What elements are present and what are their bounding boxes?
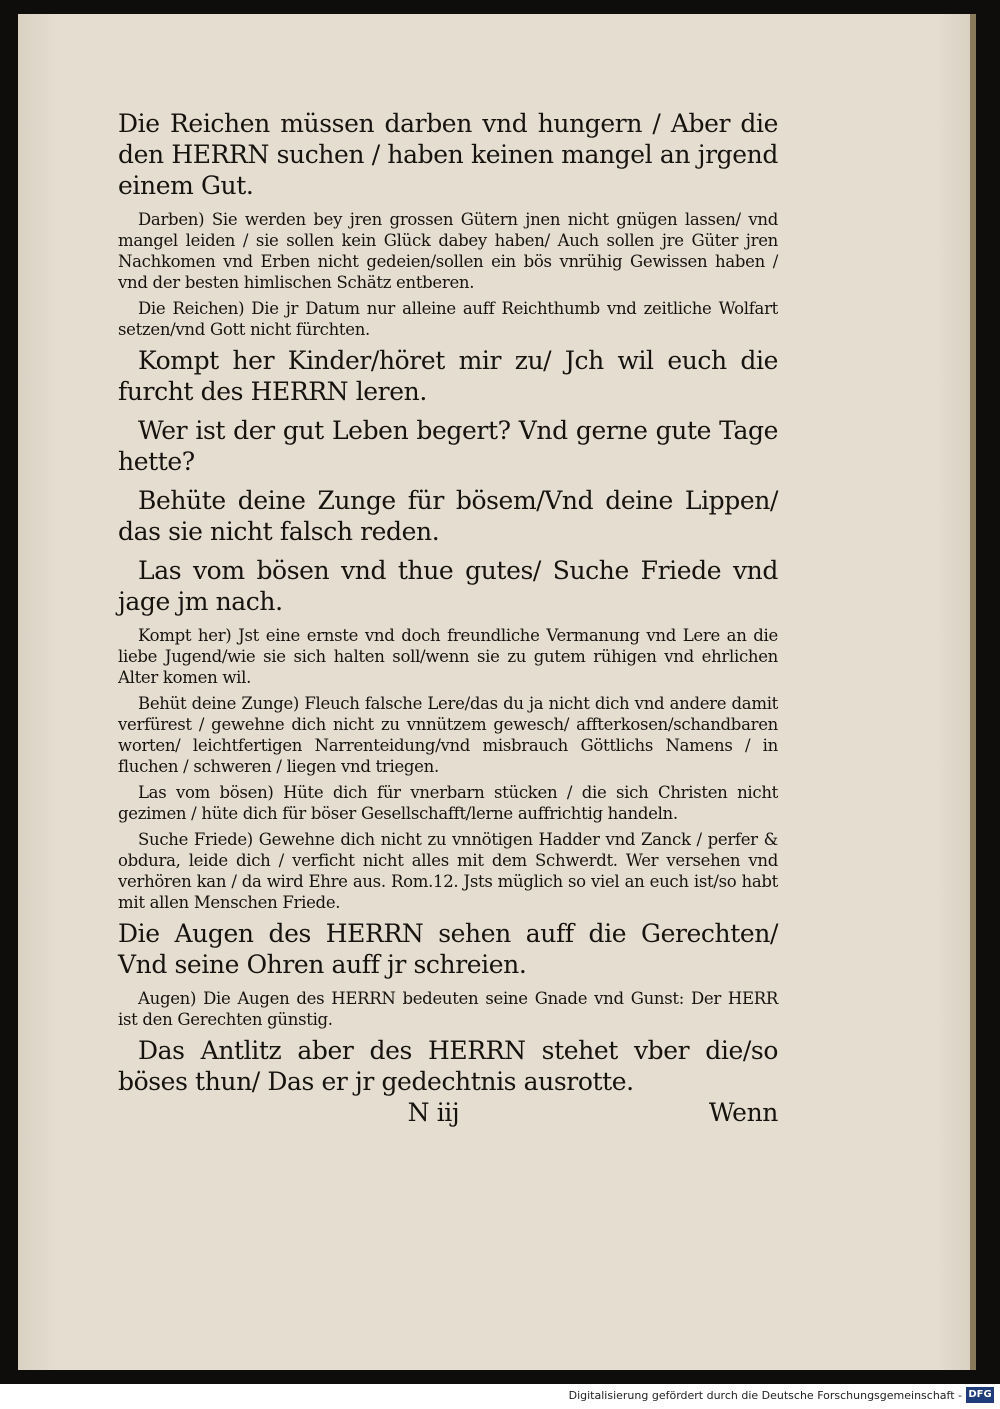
gloss-behuet-deine-zunge: Behüt deine Zunge) Fleuch falsche Lere/das du ja nicht dich vnd andere damit verfürest / gewehne dich nicht zu vnnützem gewesch/ affterkosen/schandbaren worten/ leichtfertigen Narrenteidung/vnd misbrauch Göttlichs Namens / in fluchen / schweren / liegen vnd triegen. [118, 694, 778, 776]
verse-3: Wer ist der gut Leben begert? Vnd gerne gute Tage hette? [118, 416, 778, 476]
page-edge [970, 14, 976, 1370]
gloss-las-vom-boesen: Las vom bösen) Hüte dich für vnerbarn stücken / die sich Christen nicht gezimen / hüte dich für böser Gesellschafft/lerne auffrichtig handeln. [118, 783, 778, 823]
gloss-suche-friede: Suche Friede) Gewehne dich nicht zu vnnötigen Hadder vnd Zanck / perfer & obdura, leide dich / verficht nicht alles mit dem Schwerdt. Wer versehen vnd verhören kan / da wird Ehre aus. Rom.12. Jsts müglich so viel an euch ist/so habt mit allen Menschen Friede. [118, 830, 778, 912]
dfg-logo-icon: DFG [966, 1387, 994, 1403]
verse-6: Die Augen des HERRN sehen auff die Gerechten/ Vnd seine Ohren auff jr schreien. [118, 919, 778, 979]
gloss-die-reichen: Die Reichen) Die jr Datum nur alleine auff Reichthumb vnd zeitliche Wolfart setzen/vnd Gott nicht fürchten. [118, 299, 778, 339]
verse-4: Behüte deine Zunge für bösem/Vnd deine Lippen/ das sie nicht falsch reden. [118, 486, 778, 546]
book-page [18, 14, 976, 1370]
footer-bar [0, 1384, 1000, 1409]
verse-2: Kompt her Kinder/höret mir zu/ Jch wil euch die furcht des HERRN leren. [118, 346, 778, 406]
signature-mark: N iij [407, 1098, 460, 1127]
page-text [118, 108, 778, 1128]
funding-notice: Digitalisierung gefördert durch die Deutsche Forschungsgemeinschaft - [568, 1389, 962, 1402]
verse-7: Das Antlitz aber des HERRN stehet vber die/so böses thun/ Das er jr gedechtnis ausrotte. [118, 1036, 778, 1096]
gloss-augen: Augen) Die Augen des HERRN bedeuten seine Gnade vnd Gunst: Der HERR ist den Gerechten günstig. [118, 989, 778, 1029]
gloss-darben: Darben) Sie werden bey jren grossen Gütern jnen nicht gnügen lassen/ vnd mangel leiden / sie sollen kein Glück dabey haben/ Auch sollen jre Güter jren Nachkomen vnd Erben nicht gedeien/sollen ein bös vnrühig Gewissen haben / vnd der besten himlischen Schätz entberen. [118, 210, 778, 292]
verse-5: Las vom bösen vnd thue gutes/ Suche Friede vnd jage jm nach. [118, 556, 778, 616]
catchword: Wenn [708, 1098, 778, 1127]
signature-line [118, 1097, 778, 1128]
verse-1: Die Reichen müssen darben vnd hungern / Aber die den HERRN suchen / haben keinen mangel an jrgend einem Gut. [118, 109, 778, 200]
gloss-kompt-her: Kompt her) Jst eine ernste vnd doch freundliche Vermanung vnd Lere an die liebe Jugend/wie sie sich halten soll/wenn sie zu gutem rühigen vnd ehrlichen Alter komen wil. [118, 626, 778, 687]
